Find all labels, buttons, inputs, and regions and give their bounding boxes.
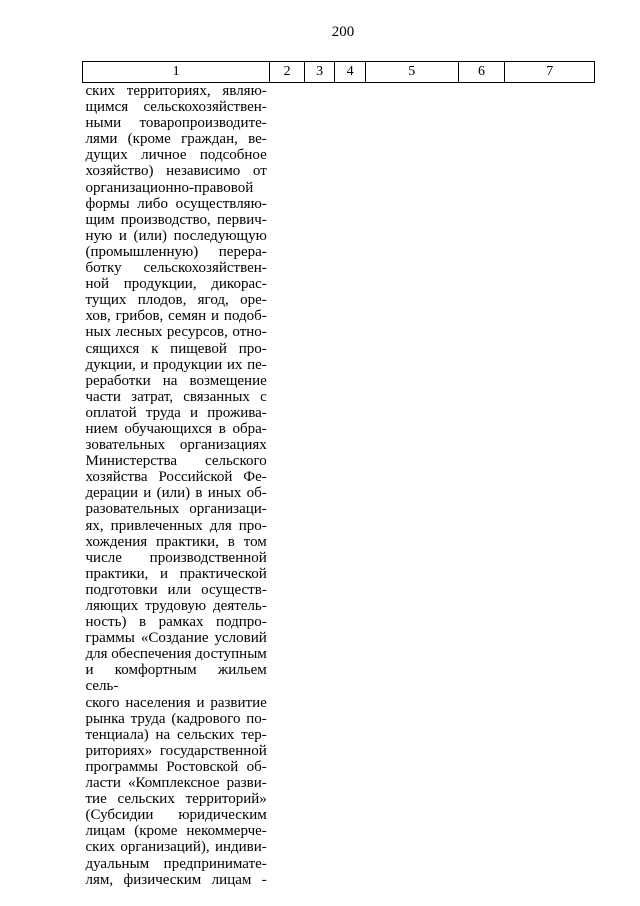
text-line: щимся сельскохозяйствен- bbox=[85, 99, 267, 116]
text-line: ских организаций), индиви- bbox=[85, 839, 267, 856]
text-line: нием обучающихся в обра- bbox=[85, 420, 267, 437]
text-line: граммы «Создание условий bbox=[85, 630, 267, 647]
column-header-1: 1 bbox=[83, 62, 270, 83]
text-line: ских территориях, являю- bbox=[85, 83, 267, 99]
page-number: 200 bbox=[331, 24, 355, 40]
text-line: ях, привлеченных для про- bbox=[85, 517, 267, 534]
text-line: ского населения и развитие bbox=[85, 694, 267, 711]
text-line: (Субсидии юридическим bbox=[85, 807, 267, 824]
text-line: рынка труда (кадрового по- bbox=[85, 710, 267, 727]
text-line: тущих плодов, ягод, оре- bbox=[85, 292, 267, 309]
text-line: реработки на возмещение bbox=[85, 372, 267, 389]
text-line: тенциала) на сельских тер- bbox=[85, 726, 267, 743]
column-header-4: 4 bbox=[335, 62, 366, 83]
empty-cell bbox=[270, 83, 305, 888]
text-line: щим производство, первич- bbox=[85, 211, 267, 228]
text-line: ную и (или) последующую bbox=[85, 227, 267, 244]
text-line: организационно-правовой bbox=[85, 179, 254, 196]
text-line: ность) в рамках подпро- bbox=[85, 614, 267, 631]
text-line: ляющих трудовую деятель- bbox=[85, 598, 267, 614]
text-line: программы Ростовской об- bbox=[85, 758, 267, 775]
text-line: ласти «Комплексное разви- bbox=[85, 775, 267, 792]
text-line: дущих личное подсобное bbox=[85, 147, 267, 164]
text-line: хов, грибов, семян и подоб- bbox=[85, 308, 267, 325]
budget-table bbox=[82, 61, 595, 888]
text-line: хозяйство) независимо от bbox=[85, 163, 267, 180]
text-line: разовательных организаци- bbox=[85, 501, 267, 518]
table-row bbox=[83, 83, 595, 888]
text-line: хождения практики, в том bbox=[85, 533, 267, 550]
text-line: ными товаропроизводите- bbox=[85, 115, 267, 132]
text-line: Министерства сельского bbox=[85, 453, 267, 470]
text-line: дерации и (или) в иных об- bbox=[85, 485, 267, 502]
text-line: хозяйства Российской Фе- bbox=[85, 469, 267, 486]
column-header-6: 6 bbox=[458, 62, 505, 83]
empty-cell bbox=[335, 83, 366, 888]
text-line: оплатой труда и прожива- bbox=[85, 404, 267, 421]
text-line: дукции, и продукции их пе- bbox=[85, 356, 267, 373]
header-row bbox=[83, 62, 595, 83]
text-line: ных лесных ресурсов, отно- bbox=[85, 324, 267, 341]
empty-cell bbox=[505, 83, 595, 888]
text-line: формы либо осуществляю- bbox=[85, 195, 267, 212]
text-line: зовательных организациях bbox=[85, 437, 267, 454]
text-line: (промышленную) перера- bbox=[85, 243, 267, 260]
text-line: для обеспечения доступным bbox=[85, 646, 267, 663]
description-cell bbox=[83, 83, 270, 888]
empty-cell bbox=[304, 83, 335, 888]
column-header-5: 5 bbox=[365, 62, 458, 83]
text-line: риториях» государственной bbox=[85, 742, 267, 759]
column-header-7: 7 bbox=[505, 62, 595, 83]
text-line: практики, и практической bbox=[85, 565, 267, 582]
column-header-3: 3 bbox=[304, 62, 335, 83]
text-line: лями (кроме граждан, ве- bbox=[85, 131, 267, 148]
text-line: тие сельских территорий» bbox=[85, 791, 267, 808]
text-line: и комфортным жильем сель- bbox=[85, 662, 267, 695]
text-line: лям, физическим лицам - bbox=[85, 871, 267, 888]
text-line: дуальным предпринимате- bbox=[85, 855, 267, 872]
text-line: подготовки или осуществ- bbox=[85, 581, 267, 598]
text-line: ной продукции, дикорас- bbox=[85, 276, 267, 293]
text-line: сящихся к пищевой про- bbox=[85, 340, 267, 357]
text-line: ботку сельскохозяйствен- bbox=[85, 260, 267, 277]
column-header-2: 2 bbox=[270, 62, 305, 83]
text-line: части затрат, связанных с bbox=[85, 388, 267, 405]
empty-cell bbox=[458, 83, 505, 888]
empty-cell bbox=[365, 83, 458, 888]
text-line: лицам (кроме некоммерче- bbox=[85, 823, 267, 840]
text-line: числе производственной bbox=[85, 549, 267, 566]
